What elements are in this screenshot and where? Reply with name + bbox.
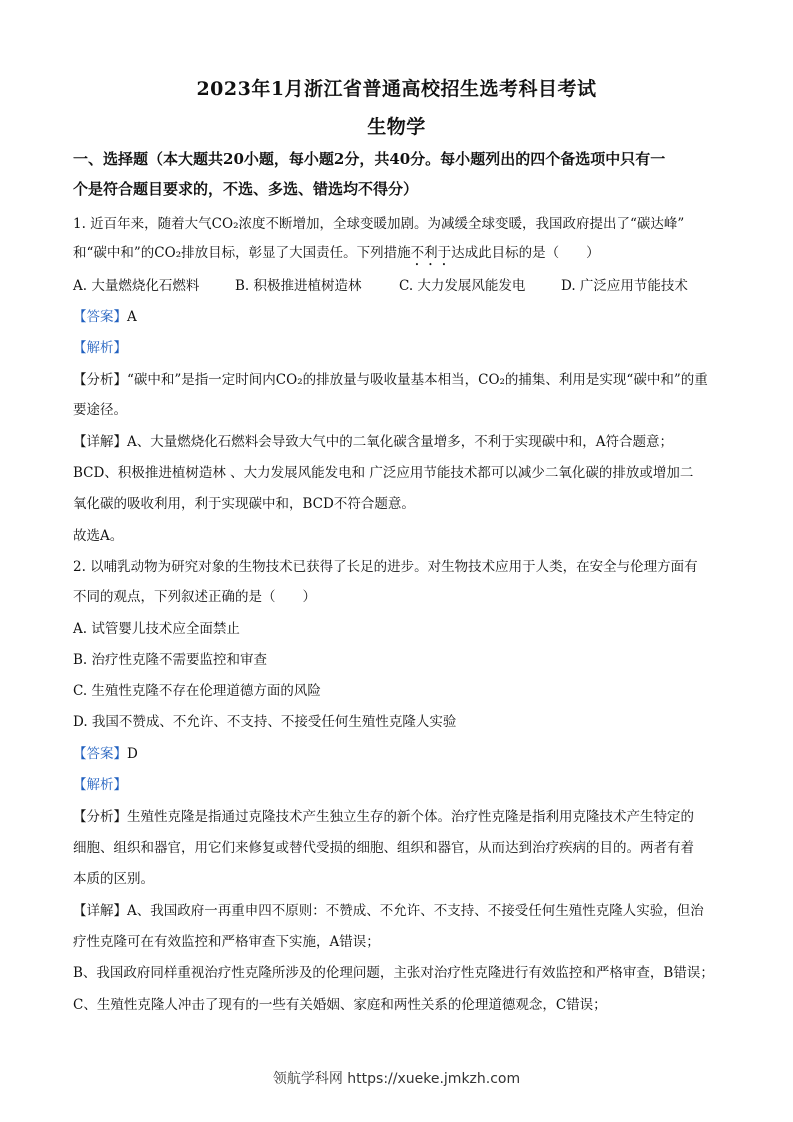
q2-option-c: C. 生殖性克隆不存在伦理道德方面的风险 bbox=[73, 683, 321, 699]
q2-stem-line2: 不同的观点，下列叙述正确的是（ ） bbox=[73, 589, 316, 605]
detail-tag: 【详解】 bbox=[73, 434, 127, 450]
q1-stem-part1: 和“碳中和”的CO₂排放目标，彰显了大国责任。下列措施 bbox=[73, 245, 411, 261]
q2-detail-line3: B、我国政府同样重视治疗性克隆所涉及的伦理问题，主张对治疗性克隆进行有效监控和严格审查，B错误； bbox=[73, 965, 714, 981]
q2-answer bbox=[73, 744, 723, 764]
exam-title: 2023年1月浙江省普通高校招生选考科目考试 bbox=[196, 78, 597, 100]
q1-options bbox=[73, 276, 723, 296]
fenxi-tag: 【分析】 bbox=[73, 372, 127, 388]
q2-option-d: D. 我国不赞成、不允许、不支持、不接受任何生殖性克隆人实验 bbox=[73, 714, 457, 730]
q1-stem-part2: 达成此目标的是（ ） bbox=[451, 245, 600, 261]
q1-option-b: B. 积极推进植树造林 bbox=[235, 278, 362, 294]
q2-option-a: A. 试管婴儿技术应全面禁止 bbox=[73, 621, 240, 637]
q2-analysis-tag: 【解析】 bbox=[73, 777, 127, 793]
q2-answer-value: D bbox=[127, 746, 138, 762]
q1-stem-line1: 1. 近百年来，随着大气CO₂浓度不断增加，全球变暖加剧。为减缓全球变暖，我国政府提出了“碳达峰” bbox=[73, 216, 685, 232]
q1-stem-line2 bbox=[73, 243, 723, 269]
q2-detail-text1: A、我国政府一再重申四不原则：不赞成、不允许、不支持、不接受任何生殖性克隆人实验，但治 bbox=[127, 903, 704, 919]
q2-option-b: B. 治疗性克隆不需要监控和审查 bbox=[73, 652, 268, 668]
q2-stem-line1: 2. 以哺乳动物为研究对象的生物技术已获得了长足的进步。对生物技术应用于人类，在安全与伦理方面有 bbox=[73, 559, 698, 575]
q2-detail-line4: C、生殖性克隆人冲击了现有的一些有关婚姻、家庭和两性关系的伦理道德观念，C错误； bbox=[73, 997, 607, 1013]
subject-title: 生物学 bbox=[367, 116, 426, 138]
q1-fenxi-line2: 要途径。 bbox=[73, 402, 127, 418]
q1-answer-value: A bbox=[127, 309, 137, 325]
q1-option-d: D. 广泛应用节能技术 bbox=[561, 278, 688, 294]
detail-tag: 【详解】 bbox=[73, 903, 127, 919]
answer-tag: 【答案】 bbox=[73, 746, 127, 762]
q1-fenxi-text1: “碳中和”是指一定时间内CO₂的排放量与吸收量基本相当，CO₂的捕集、利用是实现“碳中和”的重 bbox=[127, 372, 708, 388]
q1-conclusion: 故选A。 bbox=[73, 528, 124, 544]
answer-tag: 【答案】 bbox=[73, 309, 127, 325]
q2-detail-line1 bbox=[73, 901, 723, 921]
q1-detail-text1: A、大量燃烧化石燃料会导致大气中的二氧化碳含量增多，不利于实现碳中和，A符合题意； bbox=[127, 434, 673, 450]
q1-option-c: C. 大力发展风能发电 bbox=[399, 278, 526, 294]
page-footer: 领航学科网 https://xueke.jmkzh.com bbox=[272, 1071, 521, 1087]
q2-fenxi-line3: 本质的区别。 bbox=[73, 871, 154, 887]
q2-fenxi-text1: 生殖性克隆是指通过克隆技术产生独立生存的新个体。治疗性克隆是指利用克隆技术产生特定的 bbox=[127, 809, 694, 825]
section-heading-line2: 个是符合题目要求的，不选、多选、错选均不得分） bbox=[73, 180, 419, 198]
q1-analysis-tag: 【解析】 bbox=[73, 340, 127, 356]
q1-option-a: A. 大量燃烧化石燃料 bbox=[73, 278, 200, 294]
q1-fenxi-line1 bbox=[73, 370, 723, 390]
q1-answer bbox=[73, 307, 723, 327]
fenxi-tag: 【分析】 bbox=[73, 809, 127, 825]
q2-fenxi-line1 bbox=[73, 807, 723, 827]
q1-detail-line2: BCD、积极推进植树造林 、大力发展风能发电和 广泛应用节能技术都可以减少二氧化碳的排放或增加二 bbox=[73, 465, 694, 481]
section-heading-line1: 一、选择题（本大题共20小题，每小题2分，共40分。每小题列出的四个备选项中只有一 bbox=[73, 150, 666, 168]
q1-detail-line3: 氧化碳的吸收利用，利于实现碳中和，BCD不符合题意。 bbox=[73, 496, 415, 512]
q2-fenxi-line2: 细胞、组织和器官，用它们来修复或替代受损的细胞、组织和器官，从而达到治疗疾病的目的。两者有着 bbox=[73, 840, 694, 856]
q1-detail-line1 bbox=[73, 432, 723, 452]
q1-stem-emphasis: 不利于 bbox=[410, 245, 452, 261]
q2-detail-line2: 疗性克隆可在有效监控和严格审查下实施，A错误； bbox=[73, 934, 380, 950]
